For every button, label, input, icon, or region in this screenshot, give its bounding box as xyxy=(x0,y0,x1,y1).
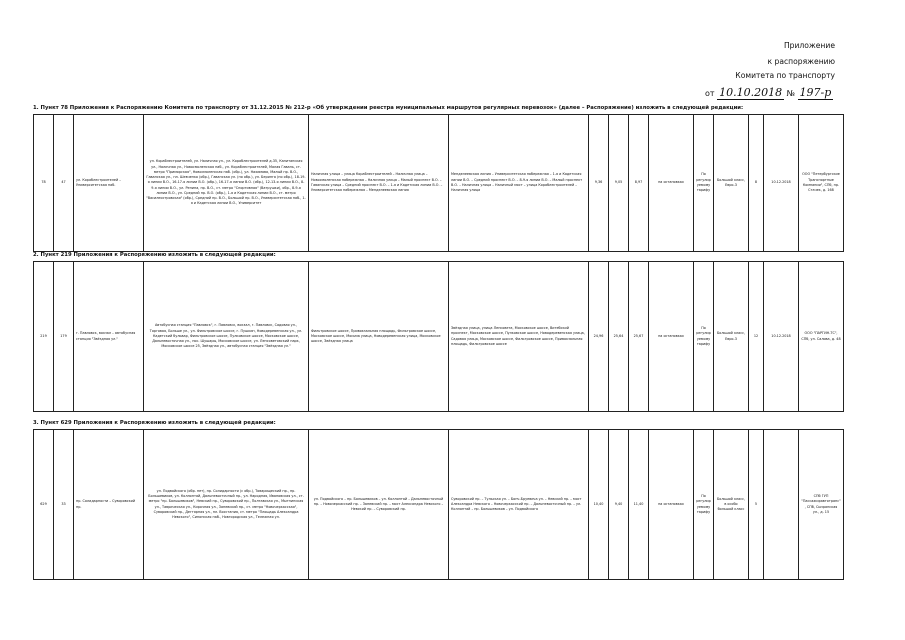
order-from-label: от xyxy=(705,89,715,98)
stop-mode: на остановках xyxy=(649,262,694,412)
route-length-2: 25,64 xyxy=(609,262,629,412)
order-number-sign: № xyxy=(786,89,795,98)
order-date: 10.10.2018 xyxy=(719,86,783,99)
route-index: 219 xyxy=(34,262,54,412)
carrier: ООО "ПАРГИН-ТС", СПб, ул. Салова, д. 48 xyxy=(799,262,844,412)
route-name: пр. Солидарности – Суворовский пр. xyxy=(74,430,144,580)
route-table-629 xyxy=(33,429,844,580)
tariff-type: По регулируемому тарифу xyxy=(694,262,714,412)
vehicle-class: Большой класс, Евро-3 xyxy=(714,115,749,252)
vehicle-count: 12 xyxy=(749,262,764,412)
route-number: 179 xyxy=(54,262,74,412)
route-streets-back: Звёздная улица, улица Ленсовета, Московское шоссе, Витебский проспект, Московское шоссе, Пулковское шоссе, Новодеревенская улица, Садовая улица, Московское шоссе, Фильтровское шоссе, Привокзальная площадь, Фильтровское шоссе xyxy=(449,262,589,412)
tariff-type: По регулируемому тарифу xyxy=(694,430,714,580)
route-name: г. Павловск, вокзал – автобусная станция "Звёздная ул." xyxy=(74,262,144,412)
stop-mode: на остановках xyxy=(649,115,694,252)
appendix-title: Приложение xyxy=(783,41,835,50)
route-length-1: 9,36 xyxy=(589,115,609,252)
carrier: СПб ГУП "Пассажиравтотранс", СПб, Сызранская ул., д. 15 xyxy=(799,430,844,580)
section-3-title: 3. Пункт 629 Приложения к Распоряжению изложить в следующей редакции: xyxy=(33,420,276,426)
vehicle-class: Большой класс, в особо большой класс xyxy=(714,430,749,580)
appendix-subtitle: к распоряжению xyxy=(767,57,835,66)
route-streets-forward: Фильтровское шоссе, Привокзальная площадь, Фильтровское шоссе, Московское шоссе, Мосьма улица, Новодеревенская улица, Московское шоссе, Звёздная улица xyxy=(309,262,449,412)
start-date: 10.12.2018 xyxy=(764,262,799,412)
table-row xyxy=(34,115,844,252)
route-stops: ул. Кораблестроителей, ул. Наличная ул., ул. Кораблестроителей д.35, Капитанская ул., Наличная ул., Новосмоленская наб., ул. Кораблестроителей, Малая Гавань, ст. метро "Приморская", Новосмоленская наб. (обр.), ул. Нахимова, Малый пр. В.О., Гаванская ул., пл. Шевченко (обр.), Гаванская ул. (по обр.), ул. Беринга (по обр.), 18-19-я линии В.О., 16-17-я линии В.О. (обр.), 16-17-я линии В.О. (обр.), 12-13-я линии В.О., 8-9-я линии В.О., ул. Репина, пр. В.О., ст. метро "Спортивная" (Ватрушки), обр., 8-9-я линии В.О., ул. Средний пр. В.О. (обр.), 1-я и Кадетская линии В.О., ст. метро "Василеостровская" (обр.), Средний пр. В.О., Большой пр. В.О., Университетская наб., 1-я и Кадетская линии В.О., Университет xyxy=(144,115,309,252)
table-row xyxy=(34,262,844,412)
vehicle-class: Большой класс, Евро-3 xyxy=(714,262,749,412)
vehicle-count: 5 xyxy=(749,430,764,580)
route-length-3: 8,97 xyxy=(629,115,649,252)
route-length-1: 24,96 xyxy=(589,262,609,412)
carrier: ООО "Петербургские Транспортные Компании", СПб, пр. Стачек, д. 168 xyxy=(799,115,844,252)
route-index: 78 xyxy=(34,115,54,252)
route-table-78 xyxy=(33,114,844,252)
route-length-1: 10,40 xyxy=(589,430,609,580)
vehicle-count: 8 xyxy=(749,115,764,252)
start-date xyxy=(764,430,799,580)
route-length-3: 25,67 xyxy=(629,262,649,412)
route-number: 47 xyxy=(54,115,74,252)
table-row xyxy=(34,430,844,580)
start-date: 10.12.2018 xyxy=(764,115,799,252)
tariff-type: По регулируемому тарифу xyxy=(694,115,714,252)
route-stops: ул. Подвойского (обр. нет), пр. Солидарности (с обр.), Товарищеский пр., пр. Большевиков, ул. Коллонтай, Дальневосточный пр., ул. Народная, Ивановская ул., ст. метро "пр. Большевиков", Невский пр., Суворовский пр., Полтавская ул., Мытнинская ул., Таврическая ул., Кирочная ул., Заневский пр., ст. метро "Новочеркасская", Суворовский пр., Дегтярная ул., пл. Восстания, ст. метро "Площадь Александра Невского", Синопская наб., Новгородская ул., Тележная ул. xyxy=(144,430,309,580)
route-stops: Автобусная станция "Павловск", г. Павловск, вокзал, г. Павловск, Садовая ул., Торговая, Больше ул., ул. Фильтровское шоссе, г. Пушкин, Новодеревенская ул., ул. Кадетский бульвар, Фильтровское шоссе, Пулковское шоссе, Московское шоссе, Дальневосточная ул., пос. Шушары, Московское шоссе, ул. Ленсоветовский парк, Московское шоссе 25, Звёздная ул., автобусная станция "Звёздная ул." xyxy=(144,262,309,412)
route-streets-back: Суворовский пр. – Тульская ул. – Бонч-Бруевича ул. – Невский пр. – мост Александра Невского – Новочеркасский пр. – Дальневосточный пр. – ул. Коллонтай – пр. Большевиков – ул. Подвойского xyxy=(449,430,589,580)
section-1-title: 1. Пункт 78 Приложения к Распоряжению Комитета по транспорту от 31.12.2015 № 212-р «Об утверждении реестра муниципальных маршрутов регулярных перевозок» (далее – Распоряжение) изложить в следующей редакции: xyxy=(33,105,744,111)
route-name: ул. Кораблестроителей – Университетская наб. xyxy=(74,115,144,252)
route-index: 629 xyxy=(34,430,54,580)
route-streets-forward: Наличная улица – улица Кораблестроителей – Наличная улица – Новосмоленская набережная – Наличная улица – Малый проспект В.О. – Гаванская улица – Средний проспект В.О. – 1-я и Кадетская линии В.О. – Университетская набережная – Менделеевская линия xyxy=(309,115,449,252)
committee-name: Комитета по транспорту xyxy=(735,71,835,80)
route-length-3: 11,40 xyxy=(629,430,649,580)
route-number: 33 xyxy=(54,430,74,580)
stop-mode: на остановках xyxy=(649,430,694,580)
route-streets-forward: ул. Подвойского – пр. Большевиков – ул. Коллонтай – Дальневосточный пр. – Новочеркасский пр. – Заневский пр. – мост Александра Невского – Невский пр. – Суворовский пр. xyxy=(309,430,449,580)
section-2-title: 2. Пункт 219 Приложения к Распоряжению изложить в следующей редакции: xyxy=(33,252,276,258)
route-table-219 xyxy=(33,261,844,412)
route-length-2: 9,40 xyxy=(609,430,629,580)
route-streets-back: Менделеевская линия – Университетская набережная – 1-я и Кадетская линии В.О. – Средний проспект В.О. – 8-9-я линии В.О. – Малый проспект В.О. – Наличная улица – Наличный мост – улица Кораблестроителей – Наличная улица xyxy=(449,115,589,252)
route-length-2: 9,05 xyxy=(609,115,629,252)
order-date-line xyxy=(705,86,833,99)
order-number: 197-р xyxy=(799,86,832,99)
